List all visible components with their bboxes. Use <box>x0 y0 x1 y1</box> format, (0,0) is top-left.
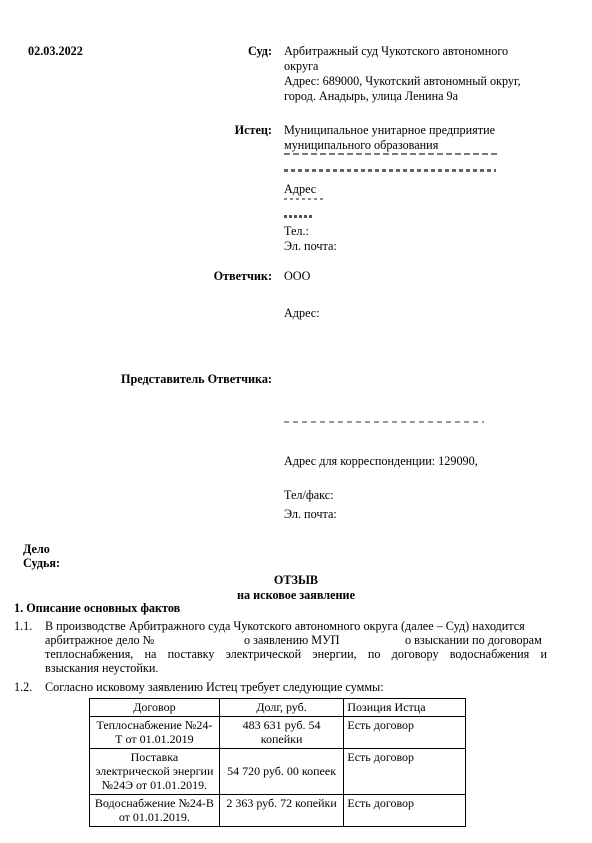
debt-cell: 54 720 руб. 00 копеек <box>219 749 344 795</box>
defendant-label: Ответчик: <box>213 269 272 283</box>
plaintiff-line-1: Муниципальное унитарное предприятие <box>284 123 496 137</box>
redacted-line <box>284 198 324 200</box>
paragraph-1-line-3: теплоснабжения, на поставку электрической энергии, по договору водоснабжения и <box>45 647 547 661</box>
plaintiff-phone: Тел.: <box>284 224 309 238</box>
redacted-line <box>284 421 484 423</box>
table-row <box>90 717 466 749</box>
court-address-line-2: город. Анадырь, улица Ленина 9а <box>284 89 459 103</box>
title-sub: на исковое заявление <box>236 588 355 602</box>
court-label: Суд: <box>247 44 272 58</box>
document-date: 02.03.2022 <box>28 44 83 58</box>
judge-label: Судья: <box>23 556 61 570</box>
section-heading: 1. Описание основных фактов <box>14 601 181 615</box>
plaintiff-email: Эл. почта: <box>284 239 337 253</box>
plaintiff-address: Адрес <box>284 182 317 196</box>
debt-cell: 483 631 руб. 54 копейки <box>219 717 344 749</box>
redacted-line <box>284 169 496 172</box>
paragraph-1-line-2c: о взыскании по договорам <box>405 633 542 647</box>
position-cell: Есть договор <box>344 795 466 827</box>
column-header-contract: Договор <box>90 699 220 717</box>
title-main: ОТЗЫВ <box>273 573 319 587</box>
representative-label: Представитель Ответчика: <box>121 372 272 386</box>
paragraph-number: 1.2. <box>14 680 33 694</box>
paragraph-1-line-2b: о заявлению МУП <box>244 633 340 647</box>
paragraph-1-line-4: взыскания неустойки. <box>45 661 159 675</box>
court-line-1: Арбитражный суд Чукотского автономного <box>284 44 509 58</box>
position-cell: Есть договор <box>344 749 466 795</box>
debt-cell: 2 363 руб. 72 копейки <box>219 795 344 827</box>
contract-cell: Водоснабжение №24-В от 01.01.2019. <box>90 795 220 827</box>
defendant-address: Адрес: <box>284 306 320 320</box>
table-row <box>90 795 466 827</box>
paragraph-1-line-2a: арбитражное дело № <box>45 633 155 647</box>
table-row <box>90 749 466 795</box>
plaintiff-line-2: муниципального образования <box>284 138 439 152</box>
column-header-debt: Долг, руб. <box>219 699 344 717</box>
table-header-row <box>90 699 466 717</box>
position-cell: Есть договор <box>344 717 466 749</box>
redacted-line <box>284 215 314 218</box>
court-line-2: округа <box>284 59 319 73</box>
rep-phone: Тел/факс: <box>284 488 334 502</box>
contract-cell: Теплоснабжение №24-Т от 01.01.2019 <box>90 717 220 749</box>
rep-email: Эл. почта: <box>284 507 337 521</box>
court-address-line-1: Адрес: 689000, Чукотский автономный округ, <box>284 74 521 88</box>
contract-cell: Поставка электрической энергии №24Э от 01.01.2019. <box>90 749 220 795</box>
debts-table <box>89 698 466 827</box>
paragraph-2-text: Согласно исковому заявлению Истец требует следующие суммы: <box>45 680 384 694</box>
paragraph-number: 1.1. <box>14 619 33 633</box>
plaintiff-label: Истец: <box>234 123 272 137</box>
case-label: Дело <box>23 542 50 556</box>
defendant-name: ООО <box>284 269 311 283</box>
redacted-line <box>284 153 499 155</box>
rep-corr-address-cut: Адрес для корреспонденции: 129090, <box>284 454 478 468</box>
column-header-position: Позиция Истца <box>344 699 466 717</box>
paragraph-1-line-1: В производстве Арбитражного суда Чукотского автономного округа (далее – Суд) находится <box>45 619 525 633</box>
